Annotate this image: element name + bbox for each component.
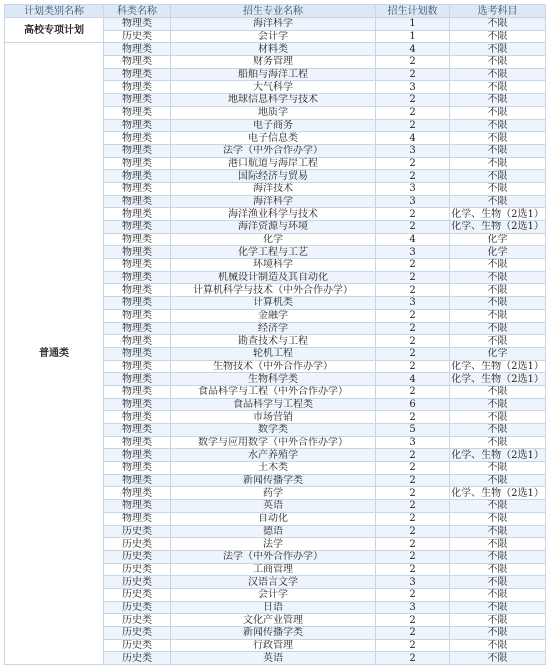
major-name-cell: 地质学	[171, 106, 376, 119]
elective-subjects-cell: 不限	[450, 271, 546, 284]
major-name-cell: 经济学	[171, 322, 376, 335]
major-name-cell: 药学	[171, 487, 376, 500]
quota-cell: 2	[376, 652, 450, 665]
quota-cell: 1	[376, 18, 450, 31]
quota-cell: 2	[376, 170, 450, 183]
major-name-cell: 电子信息类	[171, 132, 376, 145]
quota-cell: 2	[376, 221, 450, 234]
plan-category-cell: 普通类	[5, 43, 104, 665]
quota-cell: 2	[376, 106, 450, 119]
subject-category-cell: 物理类	[104, 411, 171, 424]
quota-cell: 3	[376, 601, 450, 614]
elective-subjects-cell: 不限	[450, 144, 546, 157]
enrollment-plan-table	[4, 4, 546, 665]
elective-subjects-cell: 不限	[450, 652, 546, 665]
subject-category-cell: 物理类	[104, 195, 171, 208]
quota-cell: 6	[376, 398, 450, 411]
subject-category-cell: 物理类	[104, 68, 171, 81]
quota-cell: 2	[376, 284, 450, 297]
subject-category-cell: 物理类	[104, 322, 171, 335]
subject-category-cell: 历史类	[104, 563, 171, 576]
elective-subjects-cell: 不限	[450, 588, 546, 601]
subject-category-cell: 物理类	[104, 221, 171, 234]
subject-category-cell: 物理类	[104, 360, 171, 373]
elective-subjects-cell: 不限	[450, 284, 546, 297]
quota-cell: 4	[376, 373, 450, 386]
elective-subjects-cell: 不限	[450, 436, 546, 449]
major-name-cell: 大气科学	[171, 81, 376, 94]
table-row	[5, 43, 546, 56]
major-name-cell: 数学类	[171, 424, 376, 437]
major-name-cell: 机械设计制造及其自动化	[171, 271, 376, 284]
major-name-cell: 计算机类	[171, 297, 376, 310]
subject-category-cell: 物理类	[104, 144, 171, 157]
elective-subjects-cell: 不限	[450, 627, 546, 640]
major-name-cell: 环境科学	[171, 259, 376, 272]
quota-cell: 2	[376, 309, 450, 322]
subject-category-cell: 物理类	[104, 512, 171, 525]
major-name-cell: 生物技术（中外合作办学）	[171, 360, 376, 373]
quota-cell: 2	[376, 322, 450, 335]
subject-category-cell: 物理类	[104, 43, 171, 56]
quota-cell: 3	[376, 182, 450, 195]
quota-cell: 2	[376, 385, 450, 398]
elective-subjects-cell: 不限	[450, 43, 546, 56]
header-major-name: 招生专业名称	[171, 5, 376, 18]
elective-subjects-cell: 不限	[450, 132, 546, 145]
elective-subjects-cell: 不限	[450, 182, 546, 195]
major-name-cell: 海洋科学	[171, 195, 376, 208]
elective-subjects-cell: 化学、生物（2选1）	[451, 449, 544, 461]
subject-category-cell: 物理类	[104, 424, 171, 437]
subject-category-cell: 历史类	[104, 639, 171, 652]
subject-category-cell: 物理类	[104, 157, 171, 170]
subject-category-cell: 物理类	[104, 297, 171, 310]
quota-cell: 2	[376, 347, 450, 360]
subject-category-cell: 历史类	[104, 601, 171, 614]
header-subject-category: 科类名称	[104, 5, 171, 18]
quota-cell: 2	[376, 411, 450, 424]
elective-subjects-cell: 化学	[450, 246, 546, 259]
elective-subjects-cell: 不限	[450, 398, 546, 411]
quota-cell: 2	[376, 525, 450, 538]
quota-cell: 3	[376, 576, 450, 589]
subject-category-cell: 物理类	[104, 271, 171, 284]
major-name-cell: 日语	[171, 601, 376, 614]
quota-cell: 2	[376, 360, 450, 373]
major-name-cell: 土木类	[171, 462, 376, 475]
quota-cell: 4	[376, 43, 450, 56]
quota-cell: 2	[376, 588, 450, 601]
quota-cell: 2	[376, 500, 450, 513]
elective-subjects-cell: 化学、生物（2选1）	[451, 487, 544, 499]
elective-subjects-cell: 不限	[450, 512, 546, 525]
subject-category-cell: 物理类	[104, 449, 171, 462]
quota-cell: 3	[376, 144, 450, 157]
subject-category-cell: 物理类	[104, 474, 171, 487]
major-name-cell: 勘查技术与工程	[171, 335, 376, 348]
quota-cell: 2	[376, 474, 450, 487]
elective-subjects-cell: 不限	[450, 550, 546, 563]
subject-category-cell: 物理类	[104, 309, 171, 322]
major-name-cell: 食品科学与工程类	[171, 398, 376, 411]
major-name-cell: 食品科学与工程（中外合作办学）	[171, 385, 376, 398]
elective-subjects-cell: 不限	[450, 56, 546, 69]
quota-cell: 3	[376, 297, 450, 310]
subject-category-cell: 物理类	[104, 347, 171, 360]
major-name-cell: 港口航道与海岸工程	[171, 157, 376, 170]
quota-cell: 2	[376, 449, 450, 462]
major-name-cell: 汉语言文学	[171, 576, 376, 589]
elective-subjects-cell: 化学	[450, 347, 546, 360]
subject-category-cell: 历史类	[104, 652, 171, 665]
major-name-cell: 法学（中外合作办学）	[171, 550, 376, 563]
subject-category-cell: 历史类	[104, 614, 171, 627]
quota-cell: 3	[376, 195, 450, 208]
major-name-cell: 水产养殖学	[171, 449, 376, 462]
major-name-cell: 材料类	[171, 43, 376, 56]
quota-cell: 3	[376, 246, 450, 259]
major-name-cell: 工商管理	[171, 563, 376, 576]
subject-category-cell: 物理类	[104, 233, 171, 246]
subject-category-cell: 历史类	[104, 550, 171, 563]
quota-cell: 2	[376, 335, 450, 348]
quota-cell: 1	[376, 30, 450, 43]
elective-subjects-cell: 不限	[450, 68, 546, 81]
elective-subjects-cell: 不限	[450, 563, 546, 576]
subject-category-cell: 历史类	[104, 588, 171, 601]
subject-category-cell: 物理类	[104, 487, 171, 500]
elective-subjects-cell: 不限	[450, 18, 546, 31]
quota-cell: 2	[376, 157, 450, 170]
elective-subjects-cell: 不限	[450, 424, 546, 437]
subject-category-cell: 历史类	[104, 576, 171, 589]
major-name-cell: 英语	[171, 500, 376, 513]
quota-cell: 2	[376, 462, 450, 475]
quota-cell: 2	[376, 627, 450, 640]
elective-subjects-cell: 化学、生物（2选1）	[451, 208, 544, 220]
major-name-cell: 新闻传播学类	[171, 627, 376, 640]
major-name-cell: 英语	[171, 652, 376, 665]
major-name-cell: 会计学	[171, 30, 376, 43]
elective-subjects-cell: 化学、生物（2选1）	[451, 221, 544, 233]
subject-category-cell: 历史类	[104, 627, 171, 640]
quota-cell: 5	[376, 424, 450, 437]
major-name-cell: 生物科学类	[171, 373, 376, 386]
quota-cell: 2	[376, 208, 450, 221]
quota-cell: 2	[376, 639, 450, 652]
subject-category-cell: 物理类	[104, 385, 171, 398]
header-elective-subjects: 选考科目	[450, 5, 546, 18]
major-name-cell: 海洋资源与环境	[171, 221, 376, 234]
elective-subjects-cell: 不限	[450, 170, 546, 183]
elective-subjects-cell: 不限	[450, 335, 546, 348]
subject-category-cell: 物理类	[104, 462, 171, 475]
quota-cell: 2	[376, 538, 450, 551]
quota-cell: 2	[376, 487, 450, 500]
header-plan-category: 计划类别名称	[5, 5, 104, 18]
major-name-cell: 法学	[171, 538, 376, 551]
subject-category-cell: 物理类	[104, 119, 171, 132]
quota-cell: 2	[376, 68, 450, 81]
elective-subjects-cell: 化学	[450, 233, 546, 246]
elective-subjects-cell: 不限	[450, 94, 546, 107]
elective-subjects-cell: 不限	[450, 106, 546, 119]
elective-subjects-cell: 不限	[450, 81, 546, 94]
quota-cell: 2	[376, 512, 450, 525]
elective-subjects-cell: 不限	[450, 259, 546, 272]
major-name-cell: 海洋科学	[171, 18, 376, 31]
elective-subjects-cell: 不限	[450, 309, 546, 322]
subject-category-cell: 物理类	[104, 106, 171, 119]
elective-subjects-cell: 不限	[450, 385, 546, 398]
subject-category-cell: 物理类	[104, 335, 171, 348]
major-name-cell: 行政管理	[171, 639, 376, 652]
major-name-cell: 计算机科学与技术（中外合作办学）	[171, 284, 376, 297]
quota-cell: 4	[376, 132, 450, 145]
elective-subjects-cell: 不限	[450, 195, 546, 208]
quota-cell: 2	[376, 271, 450, 284]
elective-subjects-cell: 不限	[450, 500, 546, 513]
major-name-cell: 新闻传播学类	[171, 474, 376, 487]
elective-subjects-cell: 不限	[450, 322, 546, 335]
major-name-cell: 地球信息科学与技术	[171, 94, 376, 107]
subject-category-cell: 物理类	[104, 182, 171, 195]
quota-cell: 3	[376, 81, 450, 94]
subject-category-cell: 物理类	[104, 373, 171, 386]
quota-cell: 2	[376, 614, 450, 627]
major-name-cell: 国际经济与贸易	[171, 170, 376, 183]
table-row	[5, 18, 546, 31]
major-name-cell: 德语	[171, 525, 376, 538]
subject-category-cell: 历史类	[104, 30, 171, 43]
major-name-cell: 数学与应用数学（中外合作办学）	[171, 436, 376, 449]
major-name-cell: 海洋渔业科学与技术	[171, 208, 376, 221]
subject-category-cell: 历史类	[104, 525, 171, 538]
header-row	[5, 5, 546, 18]
elective-subjects-cell: 不限	[450, 411, 546, 424]
subject-category-cell: 物理类	[104, 18, 171, 31]
major-name-cell: 电子商务	[171, 119, 376, 132]
subject-category-cell: 物理类	[104, 246, 171, 259]
elective-subjects-cell: 不限	[450, 297, 546, 310]
subject-category-cell: 物理类	[104, 436, 171, 449]
elective-subjects-cell: 不限	[450, 525, 546, 538]
major-name-cell: 船舶与海洋工程	[171, 68, 376, 81]
subject-category-cell: 物理类	[104, 170, 171, 183]
elective-subjects-cell: 不限	[450, 119, 546, 132]
subject-category-cell: 物理类	[104, 284, 171, 297]
elective-subjects-cell: 不限	[450, 538, 546, 551]
subject-category-cell: 物理类	[104, 208, 171, 221]
major-name-cell: 金融学	[171, 309, 376, 322]
major-name-cell: 会计学	[171, 588, 376, 601]
quota-cell: 3	[376, 436, 450, 449]
major-name-cell: 法学（中外合作办学）	[171, 144, 376, 157]
major-name-cell: 海洋技术	[171, 182, 376, 195]
elective-subjects-cell: 不限	[450, 474, 546, 487]
quota-cell: 2	[376, 56, 450, 69]
elective-subjects-cell: 不限	[450, 157, 546, 170]
subject-category-cell: 物理类	[104, 132, 171, 145]
elective-subjects-cell: 不限	[450, 639, 546, 652]
elective-subjects-cell: 不限	[450, 601, 546, 614]
major-name-cell: 自动化	[171, 512, 376, 525]
header-quota: 招生计划数	[376, 5, 450, 18]
subject-category-cell: 物理类	[104, 81, 171, 94]
major-name-cell: 财务管理	[171, 56, 376, 69]
subject-category-cell: 物理类	[104, 56, 171, 69]
subject-category-cell: 物理类	[104, 500, 171, 513]
quota-cell: 2	[376, 94, 450, 107]
elective-subjects-cell: 不限	[450, 30, 546, 43]
quota-cell: 2	[376, 550, 450, 563]
quota-cell: 4	[376, 233, 450, 246]
major-name-cell: 文化产业管理	[171, 614, 376, 627]
major-name-cell: 市场营销	[171, 411, 376, 424]
elective-subjects-cell: 不限	[450, 576, 546, 589]
plan-category-cell: 高校专项计划	[5, 18, 104, 43]
subject-category-cell: 物理类	[104, 259, 171, 272]
subject-category-cell: 历史类	[104, 538, 171, 551]
elective-subjects-cell: 化学、生物（2选1）	[451, 373, 544, 385]
quota-cell: 2	[376, 259, 450, 272]
subject-category-cell: 物理类	[104, 94, 171, 107]
elective-subjects-cell: 不限	[450, 614, 546, 627]
subject-category-cell: 物理类	[104, 398, 171, 411]
major-name-cell: 化学	[171, 233, 376, 246]
major-name-cell: 轮机工程	[171, 347, 376, 360]
quota-cell: 2	[376, 119, 450, 132]
quota-cell: 2	[376, 563, 450, 576]
major-name-cell: 化学工程与工艺	[171, 246, 376, 259]
elective-subjects-cell: 不限	[450, 462, 546, 475]
elective-subjects-cell: 化学、生物（2选1）	[451, 360, 544, 372]
